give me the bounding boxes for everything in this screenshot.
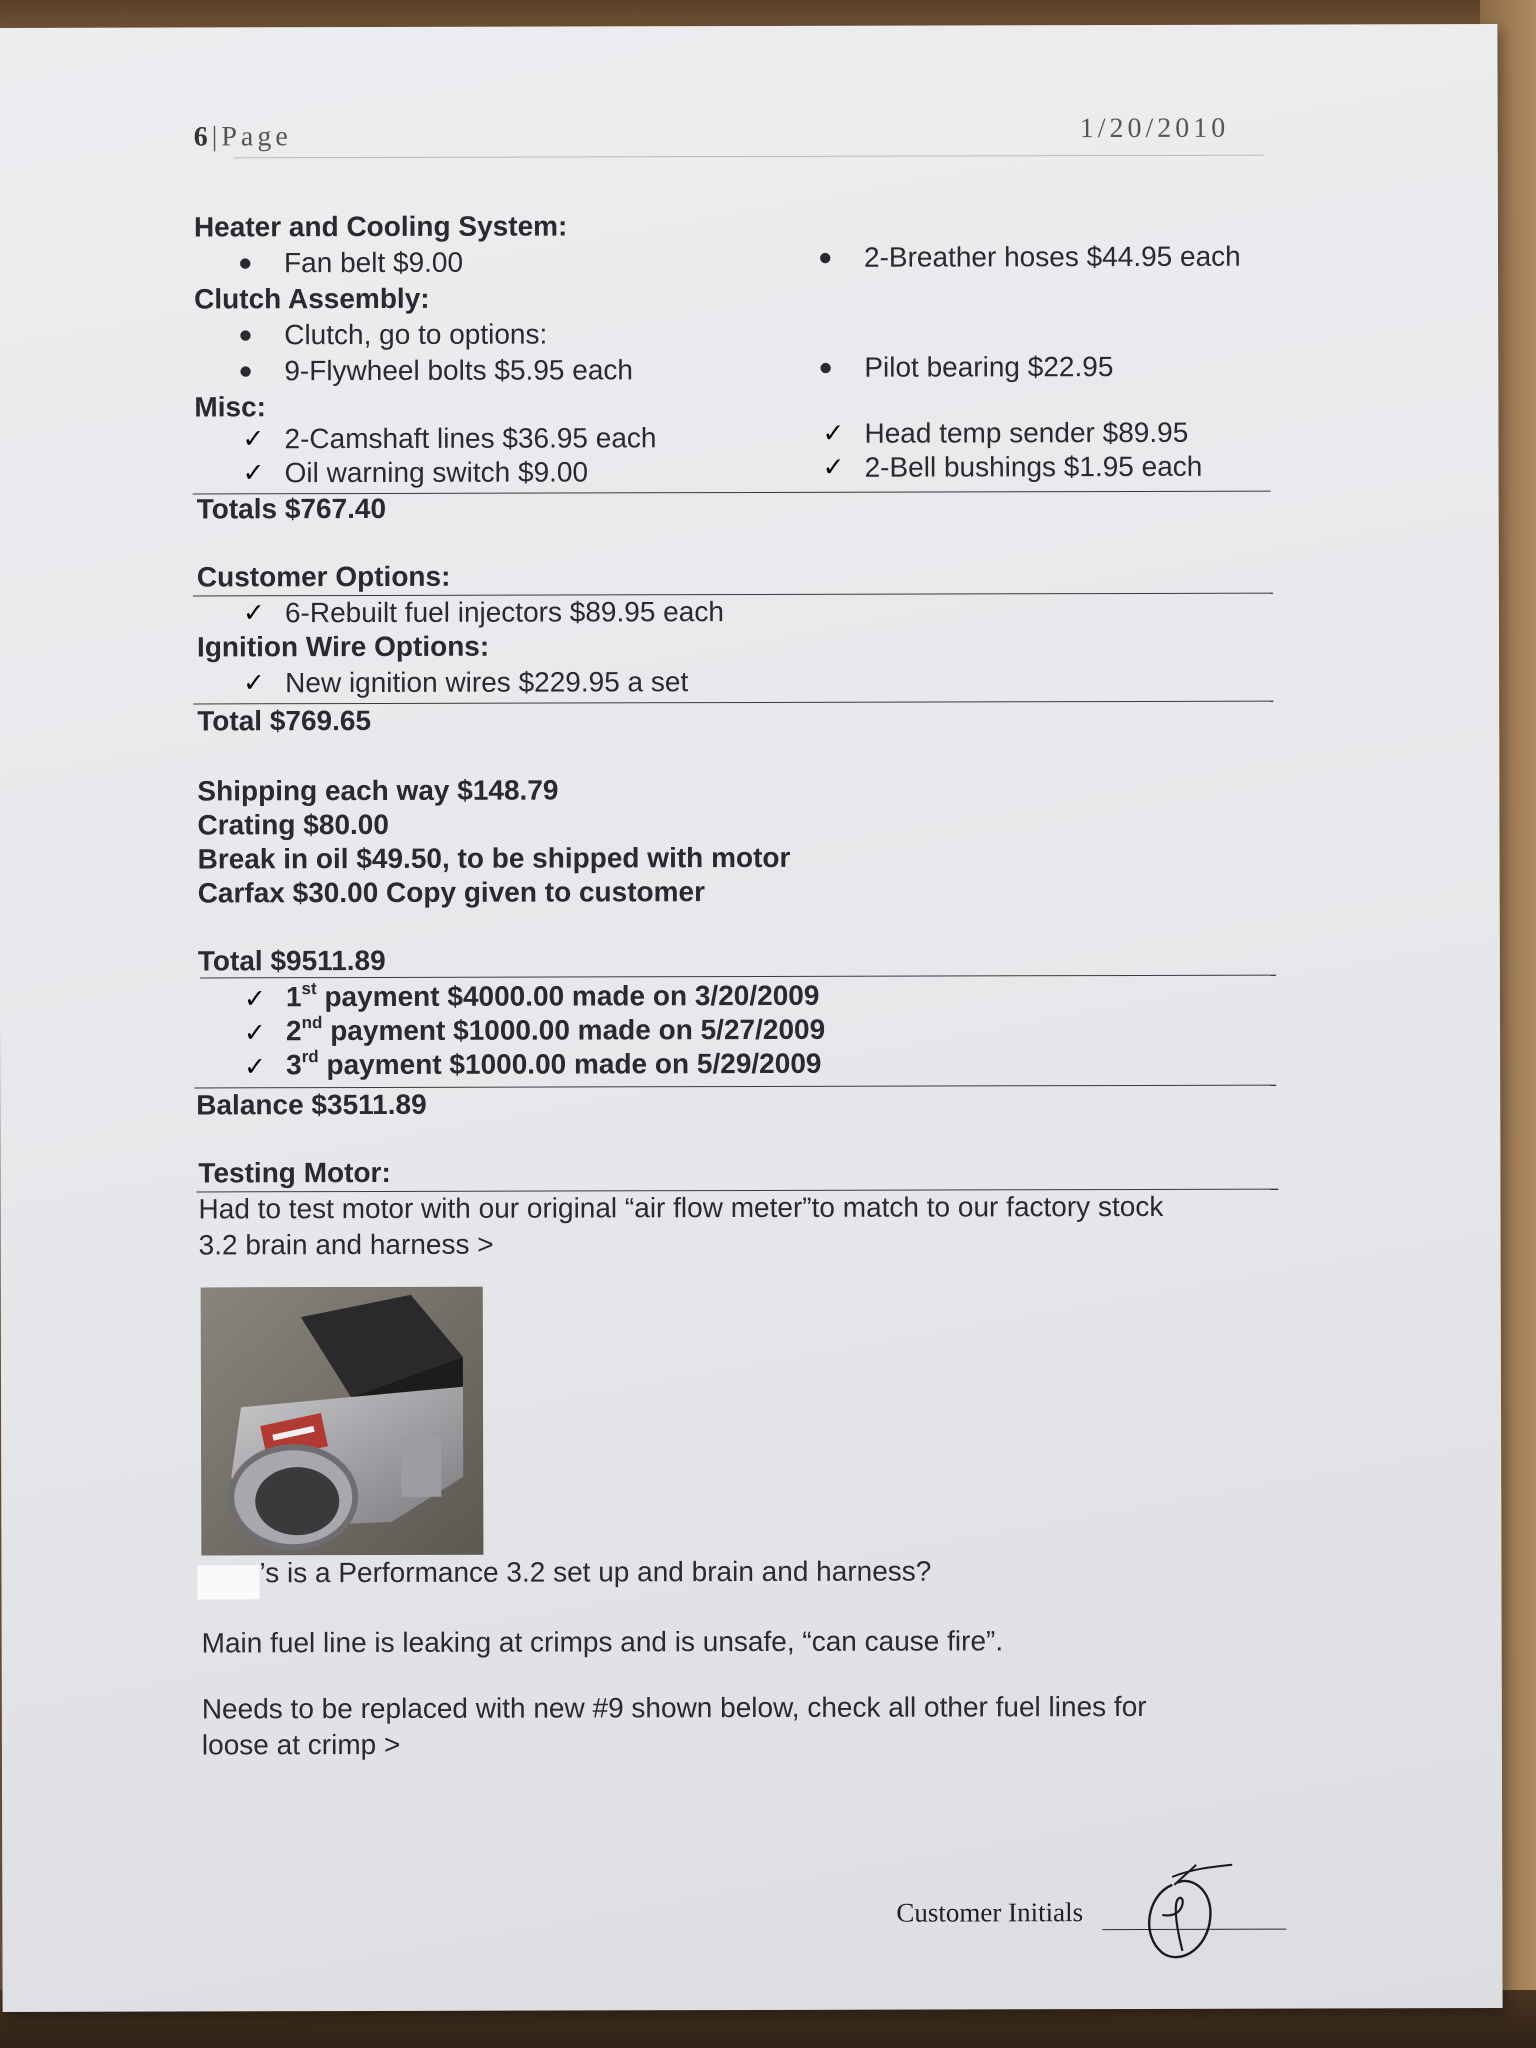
payment-1-number: 1: [285, 981, 302, 1013]
clutch-item-flywheel-bolts: 9-Flywheel bolts $5.95 each: [284, 354, 633, 387]
carfax-line: Carfax $30.00 Copy given to customer: [197, 876, 706, 909]
options-rule: [193, 593, 1273, 597]
customer-initials-label: Customer Initials: [896, 1897, 1084, 1928]
clutch-item-pilot-bearing: Pilot bearing $22.95: [864, 351, 1114, 383]
header-rule: [234, 155, 1264, 159]
grand-total: Total $9511.89: [197, 944, 386, 977]
page-number-value: 6: [193, 121, 208, 153]
check-icon: ✓: [243, 983, 266, 1014]
ignition-options-heading: Ignition Wire Options:: [196, 630, 490, 663]
bullet-icon: ●: [818, 353, 833, 381]
misc-total: Totals $767.40: [196, 492, 387, 525]
options-total: Total $769.65: [197, 704, 372, 737]
bullet-icon: ●: [237, 249, 253, 277]
check-icon: ✓: [242, 597, 265, 628]
heater-heading: Heater and Cooling System:: [193, 210, 568, 243]
testing-text-line-1: Had to test motor with our original “air flow meter”to match to our factory stock: [198, 1190, 1164, 1225]
check-icon: ✓: [243, 667, 265, 698]
check-icon: ✓: [242, 423, 265, 454]
option-item-ignition-wires: New ignition wires $229.95 a set: [285, 666, 689, 699]
testing-heading: Testing Motor:: [198, 1156, 391, 1189]
payment-1-suffix: st: [301, 979, 317, 999]
payment-2-number: 2: [285, 1015, 302, 1047]
replacement-text-line-2: loose at crimp >: [201, 1728, 401, 1761]
payment-1: [286, 980, 820, 1013]
check-icon: ✓: [244, 1051, 266, 1082]
payment-2-suffix: nd: [301, 1013, 323, 1033]
payment-3-number: 3: [286, 1049, 302, 1081]
fuel-line-warning: Main fuel line is leaking at crimps and is unsafe, “can cause fire”.: [201, 1625, 1004, 1659]
payment-1-text: payment $4000.00 made on 3/20/2009: [316, 979, 820, 1013]
payment-2-text: payment $1000.00 made on 5/27/2009: [322, 1013, 826, 1047]
document-page: [0, 24, 1503, 2012]
page-number: [194, 121, 292, 153]
check-icon: ✓: [243, 1017, 266, 1048]
page-separator: |: [211, 121, 218, 153]
clutch-item-clutch: Clutch, go to options:: [284, 318, 548, 351]
option-item-fuel-injectors: 6-Rebuilt fuel injectors $89.95 each: [284, 596, 724, 629]
air-flow-meter-illustration: [201, 1287, 484, 1556]
initials-signature: [1132, 1855, 1242, 1965]
misc-item-camshaft-lines: 2-Camshaft lines $36.95 each: [284, 422, 657, 455]
air-flow-meter-photo: [201, 1287, 484, 1556]
customer-options-heading: Customer Options:: [196, 560, 451, 593]
bullet-icon: ●: [817, 243, 833, 271]
misc-item-head-temp-sender: Head temp sender $89.95: [864, 416, 1189, 449]
payment-3-text: payment $1000.00 made on 5/29/2009: [318, 1047, 822, 1081]
shipping-line: Shipping each way $148.79: [197, 774, 559, 807]
document-date: 1/20/2010: [1079, 112, 1230, 145]
heater-item-breather-hoses: 2-Breather hoses $44.95 each: [863, 240, 1241, 273]
misc-item-oil-warning-switch: Oil warning switch $9.00: [284, 456, 589, 489]
misc-heading: Misc:: [194, 391, 267, 423]
payment-3: [286, 1048, 821, 1081]
bullet-icon: ●: [238, 357, 253, 385]
payment-3-suffix: rd: [301, 1047, 319, 1067]
heater-item-fan-belt: Fan belt $9.00: [283, 246, 464, 279]
break-in-oil-line: Break in oil $49.50, to be shipped with motor: [197, 841, 791, 875]
balance: Balance $3511.89: [196, 1088, 427, 1121]
page-word: Page: [221, 121, 292, 153]
check-icon: ✓: [822, 417, 845, 448]
options-total-rule: [193, 701, 1273, 705]
performance-question: ’s is a Performance 3.2 set up and brain and harness?: [259, 1555, 932, 1589]
balance-rule: [194, 1085, 1276, 1089]
crating-line: Crating $80.00: [197, 808, 389, 841]
misc-item-bell-bushings: 2-Bell bushings $1.95 each: [864, 450, 1203, 483]
clutch-heading: Clutch Assembly:: [194, 282, 430, 315]
check-icon: ✓: [242, 457, 265, 488]
testing-text-line-2: 3.2 brain and harness >: [198, 1228, 494, 1261]
replacement-text-line-1: Needs to be replaced with new #9 shown below, check all other fuel lines for: [201, 1690, 1147, 1725]
bullet-icon: ●: [238, 321, 253, 349]
check-icon: ✓: [822, 451, 845, 482]
redaction-box: [197, 1565, 259, 1599]
payment-2: [286, 1014, 825, 1047]
